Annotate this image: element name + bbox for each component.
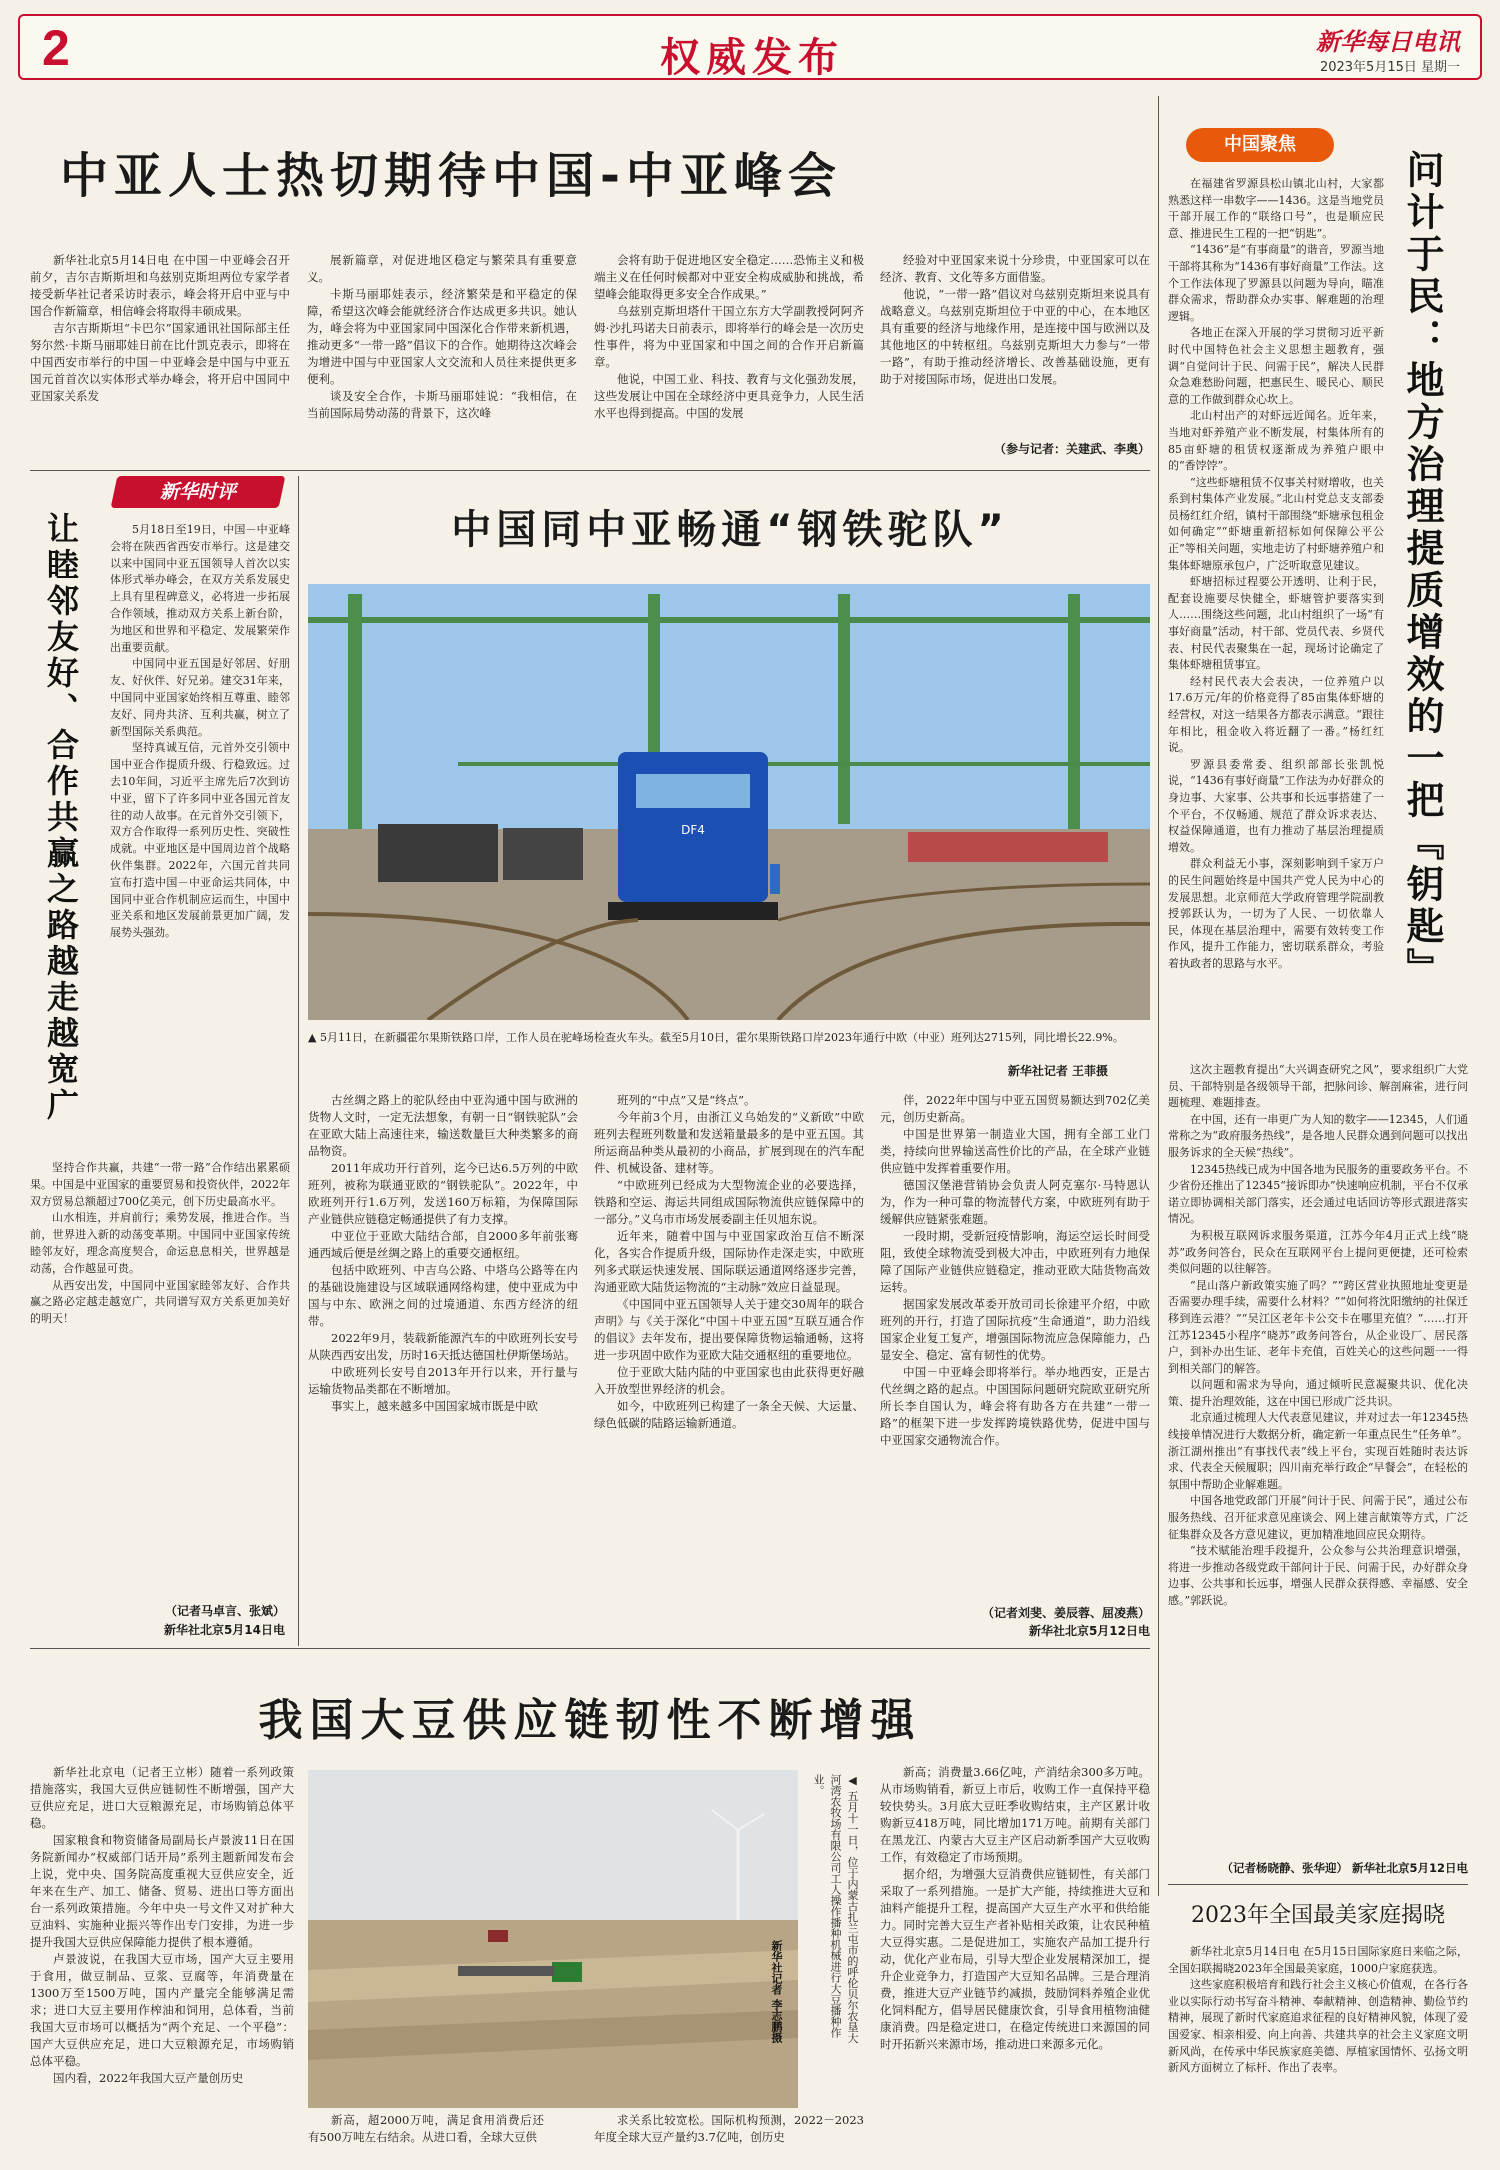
paragraph: 新华社北京电（记者王立彬）随着一系列政策措施落实，我国大豆供应链韧性不断增强，国产大豆供应充足，进口大豆粮源充足，市场购销总体平稳。 bbox=[30, 1765, 294, 1830]
paragraph: “昆山落户新政策实施了吗？”“跨区营业执照地址变更是否需要办理手续，需要什么材料？”“如何将沈阳缴纳的社保迁移到连云港？”“吴江区老年卡公交卡在哪里充值？”……打开江苏12345小程序“晓苏”政务问答台，从企业设厂、居民落户，到补办出生证、老年卡充值，百姓关心的这些问题一一得到相关部门的解答。 bbox=[1168, 1278, 1468, 1375]
paragraph: 他说，“一带一路”倡议对乌兹别克斯坦来说具有战略意义。乌兹别克斯坦位于中亚的中心，在本地区具有重要的经济与地缘作用，是连接中国与欧洲以及其他地区的中转枢纽。乌兹别克斯坦大力参与“一带一路”，有助于推动经济增长、改善基础设施，更有助于对接国际市场，促进出口发展。 bbox=[880, 287, 1150, 386]
story1-column-1 bbox=[30, 252, 290, 462]
china-focus-headline: 问计于民：地方治理提质增效的一把『钥匙』 bbox=[1400, 150, 1445, 990]
paragraph: 一段时期，受新冠疫情影响，海运空运长时间受阻，致使全球物流受到极大冲击，中欧班列有力地保障了国际产业链供应链稳定，推动亚欧大陆货物高效运转。 bbox=[880, 1229, 1150, 1294]
paragraph: 班列的“中点”又是“终点”。 bbox=[617, 1093, 756, 1107]
paragraph: 国家粮食和物资储备局副局长卢景波11日在国务院新闻办“权威部门话开局”系列主题新闻发布会上说，党中央、国务院高度重视大豆供应安全，近年来在生产、加工、储备、贸易、进出口等方面出台一系列政策措施。今年中央一号文件又对扩种大豆油料、实施种业振兴等作出专门安排，为进一步提升我国大豆供应保障能力提供了根本遵循。 bbox=[30, 1833, 294, 1949]
story3-column-1 bbox=[30, 1764, 294, 2159]
paragraph: “技术赋能治理手段提升，公众参与公共治理意识增强，将进一步推动各级党政干部问计于民、问需于民，办好群众身边事、公共事和长远事，增强人民群众获得感、幸福感、安全感。”郭跃说。 bbox=[1168, 1544, 1468, 1607]
story2-byline: （记者刘斐、姜辰蓉、屈凌燕） bbox=[981, 1606, 1150, 1620]
divider bbox=[298, 476, 299, 1646]
paragraph: 新华社北京5月14日电 在中国－中亚峰会召开前夕，吉尔吉斯斯坦和乌兹别克斯坦两位专家学者接受新华社记者采访时表示，峰会将开启中亚与中国合作新篇章，相信峰会将取得丰硕成果。 bbox=[30, 253, 290, 318]
paragraph: 北山村出产的对虾远近闻名。近年来，当地对虾养殖产业不断发展，村集体所有的85亩虾塘的租赁权逐渐成为养殖户眼中的“香饽饽”。 bbox=[1168, 409, 1384, 473]
paragraph: 新高，超2000万吨，满足食用消费后还有500万吨左右结余。从进口看，全球大豆供 bbox=[308, 2113, 544, 2144]
paragraph: 坚持合作共赢，共建“一带一路”合作结出累累硕果。中国是中亚国家的重要贸易和投资伙伴，2022年双方贸易总额超过700亿美元，创下历史最高水平。 bbox=[30, 1161, 290, 1208]
divider bbox=[30, 1648, 1150, 1649]
paragraph: 为积极互联网诉求服务渠道，江苏今年4月正式上线“晓苏”政务问答台，民众在互联网平台上提问更便捷，还可检索类似问题的以往解答。 bbox=[1168, 1228, 1468, 1276]
story3-column-4 bbox=[880, 1764, 1150, 2159]
paragraph: 位于亚欧大陆内陆的中亚国家也由此获得更好融入开放型世界经济的机会。 bbox=[594, 1365, 864, 1396]
paragraph: 2022年9月，装载新能源汽车的中欧班列长安号从陕西西安出发，历时16天抵达德国杜伊斯堡场站。 bbox=[308, 1331, 578, 1362]
story2-headline: 中国同中亚畅通“钢铁驼队” bbox=[451, 507, 1009, 553]
paragraph: 群众利益无小事，深刻影响到千家万户的民生问题始终是中国共产党人民为中心的发展思想。北京师范大学政府管理学院副教授郭跃认为，一切为了人民、一切依靠人民，体现在基层治理中，需要有效转变工作作风，提升工作能力，密切联系群众，考验着执政者的思路与水平。 bbox=[1168, 857, 1384, 970]
issue-date: 2023年5月15日 星期一 bbox=[1319, 60, 1460, 75]
paragraph: 从西安出发，中国同中亚国家睦邻友好、合作共赢之路必定越走越宽广，共同谱写双方关系更加美好的明天！ bbox=[30, 1278, 290, 1326]
paragraph: 5月18日至19日，中国－中亚峰会将在陕西省西安市举行。这是建交以来中国同中亚五国领导人首次以实体形式举办峰会，在双方关系发展史上具有里程碑意义，必将进一步拓展合作领域，推动双方关系上新台阶，为地区和世界和平稳定、发展繁荣作出重要贡献。 bbox=[110, 523, 290, 654]
svg-text:DF4: DF4 bbox=[681, 823, 705, 837]
paragraph: 新高；消费量3.66亿吨，产消结余300多万吨。从市场购销看，新豆上市后，收购工作一直保持平稳较快势头。3月底大豆旺季收购结束，主产区累计收购新豆418万吨，同比增加171万吨。前期有关部门在黑龙江、内蒙古大豆主产区启动新季国产大豆收购工作，有效稳定了市场预期。 bbox=[880, 1765, 1150, 1864]
byline-dateline: 新华社北京5月12日电 bbox=[1351, 1861, 1468, 1875]
paragraph: 他说，中国工业、科技、教育与文化强劲发展，这些发展让中国在全球经济中更具竞争力，人民生活水平也得到提高。中国的发展 bbox=[594, 372, 864, 420]
brand-logo: 新华每日电讯 bbox=[1316, 27, 1460, 56]
paragraph: “这些虾塘租赁不仅事关村财增收，也关系到村集体产业发展。”北山村党总支支部委员杨红红介绍，镇村干部围绕“虾塘承包租金如何确定”“虾塘重新招标如何保障公平公正”等相关问题，实地走访了村虾塘养殖户和集体虾塘原承包户，广泛听取意见建议。 bbox=[1168, 475, 1384, 572]
story2-column-1 bbox=[308, 1092, 578, 1642]
paragraph: “1436”是“有事商量”的谐音，罗源当地干部将其称为“1436有事好商量”工作法。这个工作法体现了罗源县以问题为导向，瞄准群众需求，帮助群众办实事、解难题的治理逻辑。 bbox=[1168, 243, 1384, 323]
china-focus-byline bbox=[1168, 1860, 1468, 1876]
paragraph: 中亚位于亚欧大陆结合部，自2000多年前张骞通西域后便是丝绸之路上的重要交通枢纽。 bbox=[308, 1229, 578, 1260]
paragraph: 这些家庭积极培育和践行社会主义核心价值观，在各行各业以实际行动书写奋斗精神、奉献精神、创造精神、勤俭节约精神，展现了新时代家庭追求征程的良好精神风貌，体现了爱国爱家、相亲相爱、向上向善、共建共享的社会主义家庭文明新风尚，在传承中华民族家庭美德、厚植家国情怀、弘扬文明新风方面树立了标杆、作出了表率。 bbox=[1168, 1978, 1468, 2075]
commentary-byline: （记者马卓言、张斌） bbox=[164, 1604, 285, 1618]
divider bbox=[1168, 1884, 1468, 1885]
paragraph: 卢景波说，在我国大豆市场，国产大豆主要用于食用，做豆制品、豆浆、豆腐等，年消费量在1300万至1500万吨，国内产量完全能够满足需求；进口大豆主要用作榨油和饲用，总体看，当前我国大豆市场可以概括为“两个充足、一个平稳”：国产大豆供应充足，进口大豆粮源充足，市场购销总体平稳。 bbox=[30, 1952, 294, 2068]
family-body bbox=[1168, 1944, 1468, 2156]
paragraph: 12345热线已成为中国各地为民服务的重要政务平台。不少省份还推出了12345“接诉即办”快速响应机制，平台不仅承诺立即协调相关部门落实，还会通过电话回访等形式跟进落实情况。 bbox=[1168, 1162, 1468, 1226]
paragraph: 中国是世界第一制造业大国，拥有全部工业门类，持续向世界输送高性价比的产品，在全球产业链供应链中发挥着重要作用。 bbox=[880, 1127, 1150, 1175]
paragraph: 伴，2022年中国与中亚五国贸易额达到702亿美元，创历史新高。 bbox=[880, 1093, 1150, 1124]
story2-dateline: 新华社北京5月12日电 bbox=[1028, 1624, 1150, 1638]
story1-byline: （参与记者：关建武、李奥） bbox=[993, 442, 1150, 456]
train-photo bbox=[308, 584, 1150, 1020]
story3-caption: ◀ 五月十一日，位于内蒙古扎兰屯市的呼伦贝尔农垦大河湾农牧场有限公司工人操作播种机械进行大豆播种作业。 bbox=[812, 1774, 859, 2044]
story2-column-2 bbox=[594, 1092, 864, 1642]
byline-reporters: （记者杨晓静、张华迎） bbox=[1221, 1861, 1348, 1875]
paragraph: 经验对中亚国家来说十分珍贵，中亚国家可以在经济、教育、文化等多方面借鉴。 bbox=[880, 253, 1150, 284]
paragraph: 《中国同中亚五国领导人关于建交30周年的联合声明》与《关于深化“中国＋中亚五国”互联互通合作的倡议》去年发布，提出要保障货物运输通畅，这将进一步巩固中欧作为亚欧大陆交通枢纽的重要地位。 bbox=[594, 1297, 864, 1362]
paragraph: 今年前3个月，由浙江义乌始发的“义新欧”中欧班列去程班列数量和发送箱量最多的是中亚五国。其所运商品种类从最初的小商品，扩展到现在的汽车配件、机械设备、建材等。 bbox=[594, 1110, 864, 1175]
paragraph: “中欧班列已经成为大型物流企业的必要选择，铁路和空运、海运共同组成国际物流供应链保障中的一部分。”义乌市市场发展委副主任贝旭东说。 bbox=[594, 1178, 864, 1226]
commentary-badge-label: 新华时评 bbox=[159, 481, 236, 503]
china-focus-body-continued bbox=[1168, 1062, 1468, 1852]
paragraph: 在福建省罗源县松山镇北山村，大家都熟悉这样一串数字——1436。这是当地党员干部开展工作的“联络口号”，也是顺应民意、推进民生工程的一把“钥匙”。 bbox=[1168, 177, 1384, 240]
divider bbox=[30, 470, 1150, 471]
field-scene-graphic bbox=[308, 1770, 798, 2108]
paragraph: 据国家发展改革委开放司司长徐建平介绍，中欧班列的开行，打造了国际抗疫“生命通道”，助力沿线国家企业复工复产，增强国际物流应急保障能力，凸显安全、稳定、富有韧性的优势。 bbox=[880, 1297, 1150, 1362]
story1-column-2 bbox=[307, 252, 577, 462]
story2-column-3 bbox=[880, 1092, 1150, 1600]
paragraph: 中国－中亚峰会即将举行。举办地西安，正是古代丝绸之路的起点。中国国际问题研究院欧亚研究所所长李自国认为，峰会将有助各方在共建“一带一路”的框架下进一步发挥跨境铁路优势，促进中国与中亚国家交通物流合作。 bbox=[880, 1365, 1150, 1447]
paragraph: 北京通过梳理人大代表意见建议，并对过去一年12345热线接单情况进行大数据分析，确定新一年重点民生“任务单”。浙江湖州推出“有事找代表”线上平台，实现百姓随时表达诉求、代表全天候履职；四川南充举行政企“早餐会”，在轻松的氛围中帮助企业解难题。 bbox=[1168, 1411, 1468, 1491]
china-focus-body bbox=[1168, 176, 1384, 1056]
paragraph: 在中国，还有一串更广为人知的数字——12345，人们通常称之为“政府服务热线”，是各地人民群众遇到问题可以找出服务诉求的全天候“热线”。 bbox=[1168, 1112, 1468, 1159]
story1-headline: 中亚人士热切期待中国-中亚峰会 bbox=[60, 148, 842, 204]
paragraph: 事实上，越来越多中国国家城市既是中欧 bbox=[331, 1399, 538, 1413]
divider bbox=[1158, 96, 1159, 1896]
paragraph: 2011年成功开行首列，迄今已达6.5万列的中欧班列，被称为联通亚欧的“钢铁驼队”。2022年，中欧班列开行1.6万列，发送160万标箱，为保障国际产业链供应链稳定畅通提供了有力支撑。 bbox=[308, 1161, 578, 1226]
railway-scene-graphic bbox=[308, 584, 1150, 1020]
paragraph: 经村民代表大会表决，一位养殖户以17.6万元/年的价格竞得了85亩集体虾塘的经营权，对这一结果各方都表示满意。“跟往年相比，租金收入将近翻了一番。”杨红红说。 bbox=[1168, 674, 1384, 755]
paragraph: 会将有助于促进地区安全稳定……恐怖主义和极端主义在任何时候都对中亚安全构成威胁和挑战，希望峰会能取得更多安全合作成果。” bbox=[594, 253, 864, 301]
paragraph: 虾塘招标过程要公开透明、让利于民，配套设施要尽快健全，虾塘管护要落实到人……围绕这些问题，北山村组织了一场“有事好商量”活动，村干部、党员代表、乡贤代表、村民代表聚集在一起，现场讨论确定了集体虾塘租赁事宜。 bbox=[1168, 575, 1384, 672]
commentary-body-continued bbox=[30, 1160, 290, 1580]
china-focus-badge-label: 中国聚焦 bbox=[1224, 134, 1296, 155]
soybean-planting-photo bbox=[308, 1770, 798, 2108]
paragraph: 如今，中欧班列已构建了一条全天候、大运量、绿色低碳的陆路运输新通道。 bbox=[594, 1399, 864, 1430]
paragraph: 求关系比较宽松。国际机构预测，2022－2023年度全球大豆产量约3.7亿吨，创历史 bbox=[594, 2113, 864, 2144]
story3-headline: 我国大豆供应链韧性不断增强 bbox=[258, 1695, 922, 1746]
section-title: 权威发布 bbox=[660, 35, 844, 81]
paragraph: 中国各地党政部门开展“问计于民、问需于民”，通过公布服务热线、召开征求意见座谈会、网上建言献策等方式，广泛征集群众及各方意见建议，更加精准地回应民众期待。 bbox=[1168, 1494, 1468, 1541]
paragraph: 卡斯马丽耶娃表示，经济繁荣是和平稳定的保障，希望这次峰会能就经济合作达成更多共识。她认为，峰会将为中亚国家同中国深化合作带来新机遇，推动更多“一带一路”倡议下的合作。她期待这次峰会为增进中国与中亚国家人文交流和人员往来提供更多便利。 bbox=[307, 287, 577, 386]
paragraph: 这次主题教育提出“大兴调查研究之风”，要求组织广大党员、干部特别是各级领导干部，把脉问诊、解剖麻雀，进行问题梳理、难题排查。 bbox=[1168, 1063, 1468, 1110]
paragraph: 据介绍，为增强大豆消费供应链韧性，有关部门采取了一系列措施。一是扩大产能，持续推进大豆和油料产能提升工程，提高国产大豆生产水平和供给能力。同时完善大豆生产者补贴相关政策，让农民种植大豆得实惠。二是促进加工，实施农产品加工提升行动，优化产业布局，引导大型企业发展精深加工，提升企业竞争力，打造国产大豆知名品牌。三是合理消费，推进大豆产业链节约减损，鼓励饲料养殖企业优化饲料配方，倡导居民健康饮食，引导食用植物油健康消费。四是稳定进口，在稳定传统进口来源国的同时开拓新兴来源市场，推动进口来源多元化。 bbox=[880, 1867, 1150, 2051]
paragraph: 包括中欧班列、中吉乌公路、中塔乌公路等在内的基础设施建设与区域联通网络构建，使中亚成为中国与中东、欧洲之间的过境通道、东西方经济的纽带。 bbox=[308, 1263, 578, 1328]
paragraph: 古丝绸之路上的驼队经由中亚沟通中国与欧洲的货物人文时，一定无法想象，有朝一日“钢铁驼队”会在亚欧大陆上高速往来，输送数量巨大种类繁多的商品物资。 bbox=[308, 1093, 578, 1158]
paragraph: 展新篇章，对促进地区稳定与繁荣具有重要意义。 bbox=[307, 253, 577, 284]
paragraph: 中欧班列长安号自2013年开行以来，开行量与运输货物品类都在不断增加。 bbox=[308, 1365, 578, 1396]
page-number: 2 bbox=[42, 20, 70, 76]
family-headline: 2023年全国最美家庭揭晓 bbox=[1191, 1903, 1445, 1928]
paragraph: 国内看，2022年我国大豆产量创历史 bbox=[53, 2071, 244, 2085]
paragraph: 中国同中亚五国是好邻居、好朋友、好伙伴、好兄弟。建交31年来，中国同中亚国家始终相互尊重、睦邻友好、同舟共济、互利共赢，树立了新型国际关系典范。 bbox=[110, 657, 290, 738]
story1-column-3 bbox=[594, 252, 864, 462]
paragraph: 近年来，随着中国与中亚国家政治互信不断深化，各实合作提质升级，国际协作走深走实，中欧班列多式联运快速发展、国际联运通道网络逐步完善，沟通亚欧大陆货运物流的“主动脉”效应日益显现。 bbox=[594, 1229, 864, 1294]
story2-caption: ▲ 5月11日，在新疆霍尔果斯铁路口岸，工作人员在驼峰场检查火车头。截至5月10日，霍尔果斯铁路口岸2023年通行中欧（中亚）班列达2715列，同比增长22.9%。 bbox=[308, 1031, 1124, 1044]
commentary-dateline: 新华社北京5月14日电 bbox=[163, 1623, 285, 1637]
story3-photo-credit: 新华社记者 李志鹏摄 bbox=[770, 1940, 783, 2043]
paragraph: 谈及安全合作，卡斯马丽耶娃说：“我相信，在当前国际局势动荡的背景下，这次峰 bbox=[307, 389, 577, 420]
paragraph: 坚持真诚互信，元首外交引领中国中亚合作提质升级、行稳致远。过去10年间，习近平主席先后7次到访中亚，留下了许多同中亚各国元首友往的动人故事。在元首外交引领下，双方合作取得一系列历史性、突破性成就。中亚地区是中国周边首个战略伙伴集群。2022年，六国元首共同宣布打造中国－中亚命运共同体，中国同中亚合作机制应运而生，中国中亚关系和地区发展前景更加广阔，发展势头强劲。 bbox=[110, 741, 290, 940]
paragraph: 各地正在深入开展的学习贯彻习近平新时代中国特色社会主义思想主题教育，强调“自觉问计于民、问需于民”，解决人民群众急难愁盼问题，把惠民生、暖民心、顺民意的工作做到群众心坎上。 bbox=[1168, 326, 1384, 406]
paragraph: 乌兹别克斯坦塔什干国立东方大学副教授阿阿齐姆·沙扎玛诺夫日前表示，即将举行的峰会是一次历史性事件，将为中亚国家和中国之间的合作开启新篇章。 bbox=[594, 304, 864, 369]
paragraph: 罗源县委常委、组织部部长张凯悦说，“1436有事好商量”工作法为办好群众的身边事、大家事、公共事和长远事搭建了一个平台，不仅畅通、规范了群众诉求表达、权益保障通道，也有力推动了基层治理提质增效。 bbox=[1168, 757, 1384, 854]
masthead bbox=[18, 14, 1482, 80]
paragraph: 新华社北京5月14日电 在5月15日国际家庭日来临之际，全国妇联揭晓2023年全国最美家庭，1000户家庭获选。 bbox=[1168, 1945, 1468, 1975]
story3-column-2 bbox=[308, 2112, 544, 2158]
story2-photo-credit: 新华社记者 王菲摄 bbox=[1007, 1064, 1108, 1078]
paragraph: 山水相连，并肩前行；乘势发展，推进合作。当前，世界进入新的动荡变革期。中国同中亚国家传统睦邻友好，理念高度契合，命运息息相关，世界越是动荡，合作越显可贵。 bbox=[30, 1211, 290, 1275]
paragraph: 德国汉堡港营销协会负责人阿克塞尔·马特恩认为，作为一种可靠的物流替代方案，中欧班列有助于缓解供应链紧张难题。 bbox=[880, 1178, 1150, 1226]
paragraph: 以问题和需求为导向，通过倾听民意凝聚共识、优化决策、提升治理效能，这在中国已形成广泛共识。 bbox=[1168, 1378, 1468, 1408]
paragraph: 吉尔吉斯斯坦“卡巴尔”国家通讯社国际部主任努尔然·卡斯马丽耶娃日前在比什凯克表示，即将在中国西安市举行的中国－中亚峰会是中国与中亚五国元首首次以实体形式举办峰会，将开启中国同中亚国家关系发 bbox=[30, 321, 290, 403]
story1-column-4 bbox=[880, 252, 1150, 442]
commentary-headline: 让睦邻友好、合作共赢之路越走越宽广 bbox=[42, 512, 80, 1124]
story3-column-3 bbox=[594, 2112, 864, 2158]
